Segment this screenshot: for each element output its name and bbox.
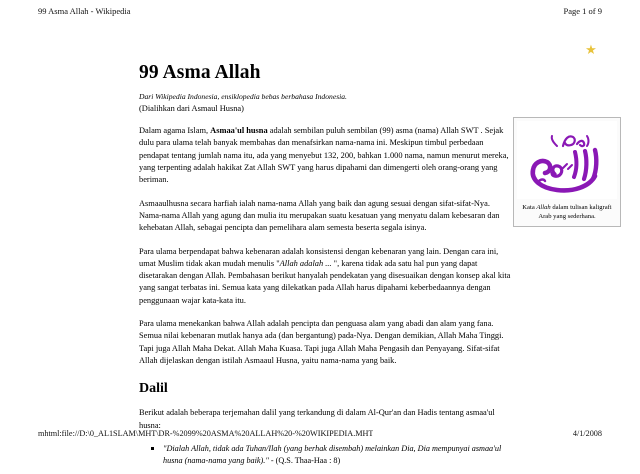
caption-emphasis: Allah [536, 204, 551, 211]
page-indicator: Page 1 of 9 [563, 6, 602, 16]
dalil-intro: Berikut adalah beberapa terjemahan dalil yang terkandung di dalam Al-Qur'an dan Hadis tentang asmaa'ul husna: [139, 408, 495, 430]
paragraph-definition: Asmaaulhusna secara harfiah ialah nama-nama Allah yang baik dan agung sesuai dengan sifat-sifat-Nya. Nama-nama Allah yang agung dan mulia itu merupakan suatu kesatuan yang menyatu dalam kebesaran dan kehebatan Allah, sebagai pencipta dan pemelihara alam semesta beserta segala isinya. [139, 198, 500, 233]
dalil-source: - (Q.S. Thaa-Haa : 8) [268, 456, 341, 466]
paragraph-scholars-before: Para ulama berpendapat bahwa kebenaran adalah konsistensi dengan kebenaran yang lain. Dengan cara ini, umat Muslim tidak akan mudah menulis " [139, 246, 499, 268]
wiki-tagline: Dari Wikipedia Indonesia, ensiklopedia bebas berbahasa Indonesia. [139, 92, 347, 102]
page-title: 99 Asma Allah [139, 62, 261, 83]
thumbnail-caption [517, 199, 617, 222]
paragraph-attributes: Para ulama menekankan bahwa Allah adalah pencipta dan penguasa alam yang abadi dan alam yang fana. Semua nilai kebenaran mutlak hanya ada (dan bergantung) pada-Nya. Dengan demikian, Allah Maha Tinggi. Tapi juga Allah Maha Dekat. Allah Maha Kuasa. Tapi juga Allah Maha Pengasih dan Penyayang. Sifat-sifat Allah dijelaskan dengan istilah Asmaaul Husna, yaitu nama-nama yang baik. [139, 319, 504, 366]
print-header [38, 6, 602, 20]
source-file-url: mhtml:file://D:\0_AL1SLAM\MHT\DR-%2099%20ASMA%20ALLAH%20-%20WIKIPEDIA.MHT [38, 429, 374, 438]
paragraph-intro [139, 125, 511, 187]
caption-after: dalam tulisan kaligrafi Arab yang sederhana. [538, 204, 612, 221]
article-content [139, 62, 511, 474]
section-heading-dalil: Dalil [139, 381, 168, 397]
print-footer [38, 429, 602, 443]
paragraph-scholars-after: ", karena tidak ada satu hal pun yang dapat disetarakan dengan Allah. Pembahasan berikut hanyalah pendekatan yang disesuaikan dengan konsep akal kita yang sangat terbatas ini. Semua kata yang dilekatkan pada Allah harus dipahami keberbedaannya dengan penggunaan wajar kata-kata itu. [139, 258, 511, 305]
caption-before: Kata [522, 204, 537, 211]
quoted-phrase: Allah adalah ... [279, 258, 334, 268]
paragraph-intro-before: Dalam agama Islam, [139, 126, 211, 136]
paragraph-scholars [139, 246, 511, 308]
redirect-note: (Dialihkan dari Asmaul Husna) [139, 103, 244, 113]
document-title: 99 Asma Allah - Wikipedia [38, 6, 131, 16]
print-date: 4/1/2008 [572, 429, 602, 438]
paragraph-intro-after: adalah sembilan puluh sembilan (99) asma (nama) Allah SWT . Sejak dulu para ulama telah banyak membahas dan menafsirkan nama-nama ini. Meskipun timbul perbedaan pendapat tentang jumlah nama itu, ada yang menyebut 132, 200, bahkan 1.000 nama, namun menurut mereka, yang terpenting adalah hakikat Zat Allah SWT yang harus dipahami dan dimengerti oleh orang-orang yang beriman. [139, 126, 509, 185]
thumbnail-infobox [513, 117, 621, 227]
list-item [161, 443, 511, 468]
term-asmaul-husna: Asmaa'ul husna [210, 126, 268, 136]
allah-calligraphy-image [517, 121, 617, 199]
featured-star-icon: ★ [585, 42, 597, 57]
dalil-quote: "Dialah Allah, tidak ada Tuhan/Ilah (yang berhak disembah) melainkan Dia, Dia mempunyai asmaa'ul husna (nama-nama yang baik)." [163, 444, 502, 466]
dalil-list [139, 443, 511, 468]
